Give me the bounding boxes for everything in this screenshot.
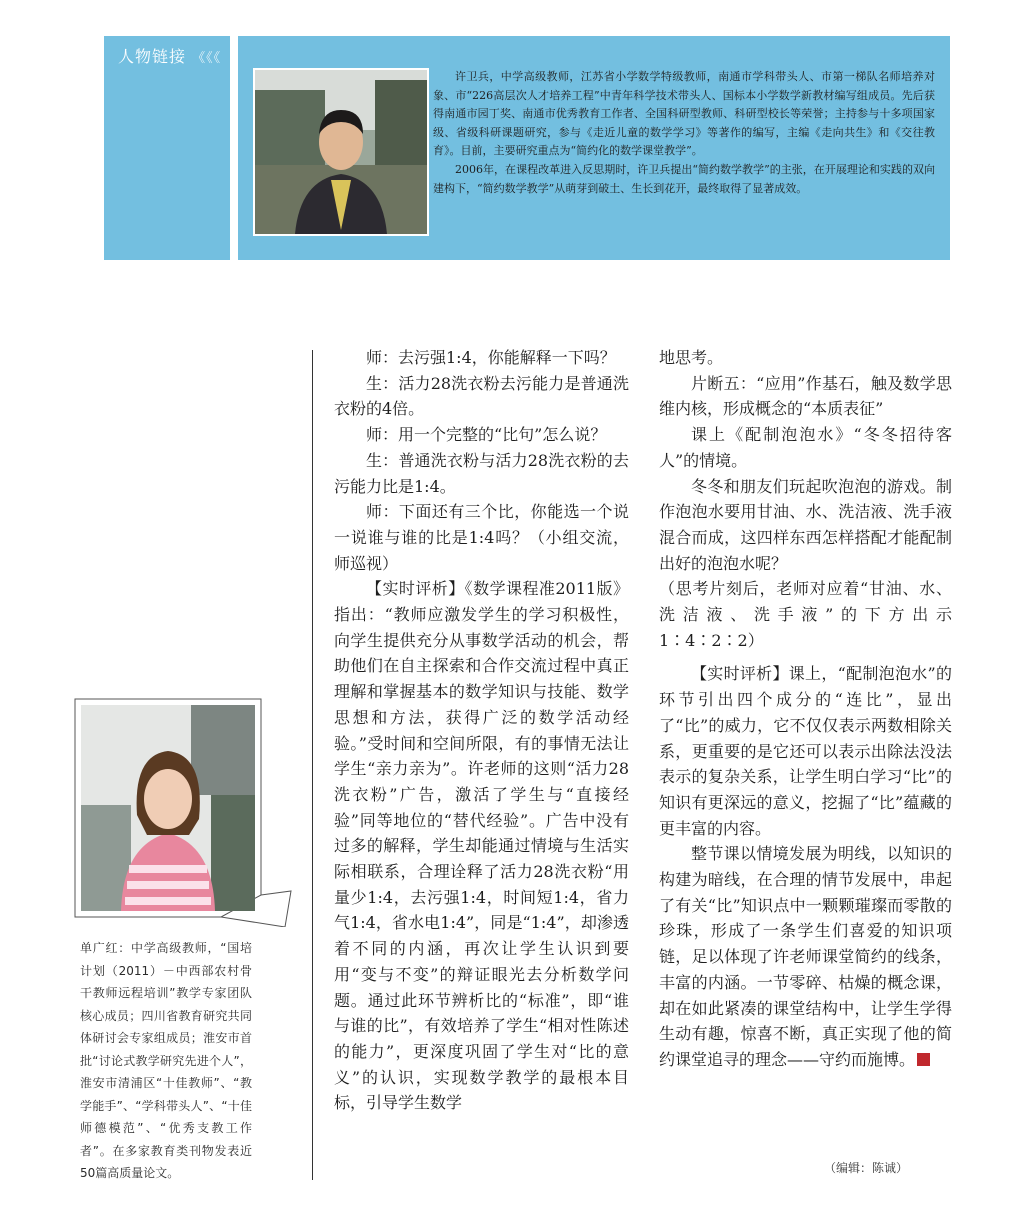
final-paragraph [659,841,952,1072]
column-divider [312,350,313,1180]
dialogue-paragraph: 师：下面还有三个比，你能选一个说一说谁与谁的比是1:4吗？（小组交流，师巡视） [334,502,629,573]
bio-paragraph: 2006年，在课程改革进入反思期时，许卫兵提出“简约数学教学”的主张，在开展理论和实践的双向建构下，“简约数学教学”从萌芽到破土、生长到花开，最终取得了显著成效。 [433,162,935,195]
portrait-photo-shan [71,695,301,927]
dialogue-paragraph: 生：活力28洗衣粉去污能力是普通洗衣粉的4倍。 [334,373,629,419]
body-paragraph: 冬冬和朋友们玩起吹泡泡的游戏。制作泡泡水要用甘油、水、洗洁液、洗手液混合而成，这四样东西怎样搭配才能配制出好的泡泡水呢？ [659,476,952,573]
end-mark-icon [917,1053,930,1066]
bio-paragraph: 许卫兵，中学高级教师，江苏省小学数学特级教师，南通市学科带头人、市第一梯队名师培养对象、市“226高层次人才培养工程”中青年科学技术带头人、国标本小学数学新教材编写组成员。先后获得南通市园丁奖、南通市优秀教育工作者、全国科研型教师、科研型校长等荣誉；主持参与十多项国家级、省级科研课题研究，参与《走近儿童的数学学习》等著作的编写，主编《走向共生》和《交往教育》。目前，主要研究重点为“简约化的数学课堂教学”。 [433,70,935,158]
chevron-decor-icon: 《《《 [192,51,222,66]
dialogue-paragraph: 生：普通洗衣粉与活力28洗衣粉的去污能力比是1:4。 [334,450,629,496]
portrait-photo-xu [253,68,429,236]
final-paragraph-text: 整节课以情境发展为明线，以知识的构建为暗线，在合理的情节发展中，串起了有关“比”知识点中一颗颗璀璨而零散的珍珠，形成了一条学生们喜爱的知识项链，足以体现了许老师课堂简约的线条，丰富的内涵。一节零碎、枯燥的概念课，却在如此紧凑的课堂结构中，让学生学得生动有趣，惊喜不断，真正实现了他的简约课堂追寻的理念——守约而施博。 [659,844,952,1069]
teacher-note: （思考片刻后，老师对应着“甘油、水、洗洁液、洗手液”的下方出示1∶4∶2∶2） [659,579,952,650]
editor-credit: （编辑：陈诚） [824,1161,909,1175]
section-heading-paragraph: 片断五：“应用”作基石，触及数学思维内核，形成概念的“本质表征” [659,373,952,419]
article-column-2 [659,345,952,1073]
article-column-1 [334,345,629,1116]
continued-paragraph: 地思考。 [659,348,724,367]
review-paragraph: 【实时评析】《数学课程准2011版》指出：“教师应激发学生的学习积极性，向学生提供充分从事数学活动的机会，帮助他们在自主探索和合作交流过程中真正理解和掌握基本的数学知识与技能、数学思想和方法，获得广泛的数学活动经验。”受时间和空间所限，有的事情无法让学生“亲力亲为”。许老师的这则“活力28洗衣粉”广告，激活了学生与“直接经验”同等地位的“替代经验”。广告中没有过多的解释，学生却能通过情境与生活实际相联系，合理诠释了活力28洗衣粉“用量少1:4，去污强1:4，时间短1:4，省力气1:4，省水电1:4”，同是“1:4”，却渗透着不同的内涵，再次让学生认识到要用“变与不变”的辩证眼光去分析数学问题。通过此环节辨析比的“标准”，即“谁与谁的比”，有效培养了学生“相对性陈述的能力”，更深度巩固了学生对“比的意义”的认识，实现数学教学的最根本目标，引导学生数学 [334,579,629,1113]
sidebar-bio [80,937,252,1185]
dialogue-paragraph: 师：用一个完整的“比句”怎么说？ [366,425,607,445]
sidebar-bio-text: 单广红：中学高级教师，“国培计划（2011）－中西部农村骨干教师远程培训”教学专家团队核心成员；四川省教育研究共同体研讨会专家组成员；淮安市首批“讨论式教学研究先进个人”，淮安市清浦区“十佳教师”、“教学能手”、“学科带头人”、“十佳师德模范”、“优秀支教工作者”。在多家教育类刊物发表近50篇高质量论文。 [80,941,252,1180]
section-label [118,44,221,67]
dialogue-paragraph: 师：去污强1:4，你能解释一下吗？ [366,348,616,367]
character-bio-box [238,36,950,260]
section-label-text: 人物链接 [118,47,187,66]
body-paragraph: 课上《配制泡泡水》“冬冬招待客人”的情境。 [659,425,952,470]
review-paragraph: 【实时评析】课上，“配制泡泡水”的环节引出四个成分的“连比”，显出了“比”的威力，它不仅仅表示两数相除关系，更重要的是它还可以表示出除法没法表示的复杂关系，让学生明白学习“比”的知识有更深远的意义，挖掘了“比”蕴藏的更丰富的内容。 [659,664,952,838]
character-link-tab [104,36,230,260]
bio-text [433,68,935,198]
